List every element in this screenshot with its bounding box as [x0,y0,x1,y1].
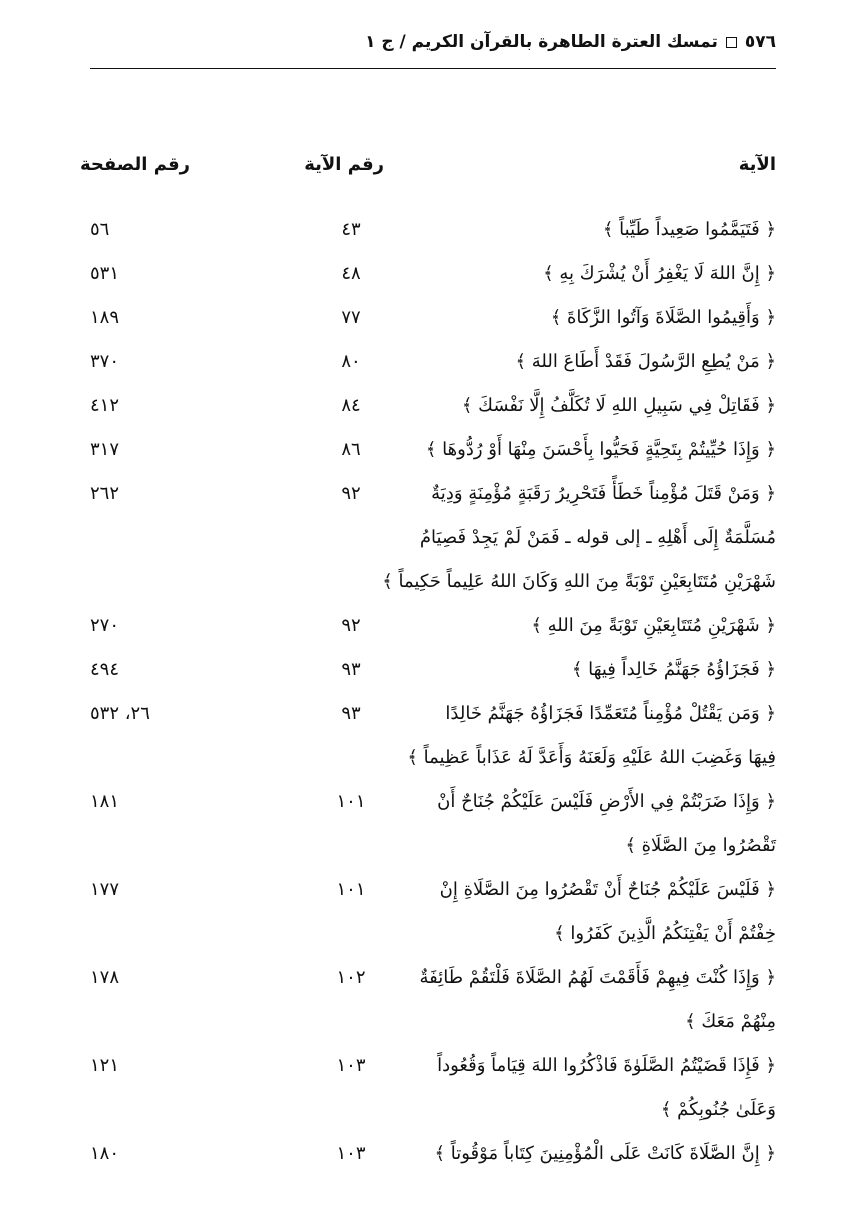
page-reference-text: ٥٣١ [90,263,120,284]
table-row [90,296,776,340]
verse-line: ﴿ وَمَنْ قَتَلَ مُؤْمِناً خَطَأً فَتَحْرِيرُ رَقَبَةٍ مُؤْمِنَةٍ وَدِيَةٌ [431,483,776,504]
verse-line: ﴿ وَأَقِيمُوا الصَّلَاةَ وَآتُوا الزَّكَاةَ ﴾ [550,307,776,328]
page-reference-text: ٢٦٢ [90,483,120,504]
page-reference [90,956,210,1000]
verse-number: ٩٣ [341,659,361,680]
table-row [90,780,776,868]
verse-line: شَهْرَيْنِ مُتَتَابِعَيْنِ تَوْبَةً مِنَ اللهِ وَكَانَ اللهُ عَلِيماً حَكِيماً ﴾ [382,571,776,592]
verse-line: وَعَلَىٰ جُنُوبِكُمْ ﴾ [660,1099,776,1120]
header-divider [90,68,776,69]
verse-number: ١٠١ [336,791,366,812]
page-reference-text: ١٧٧ [90,879,120,900]
page-reference [90,604,210,648]
verse-number: ١٠٢ [336,967,366,988]
page-reference-text: ١٧٨ [90,967,120,988]
page-reference [90,340,210,384]
verse-number: ٤٣ [341,219,361,240]
page-reference-text: ٣٧٠ [90,351,120,372]
verse-line: ﴿ وَإِذَا حُيِّيتُمْ بِتَحِيَّةٍ فَحَيُّوا بِأَحْسَنَ مِنْهَا أَوْ رُدُّوهَا ﴾ [425,439,776,460]
page-reference [90,472,210,516]
verse-number: ٨٠ [341,351,361,372]
column-header-verse: الآية [738,154,776,175]
page-reference [90,868,210,912]
verse-number: ٤٨ [341,263,361,284]
verse-line: تَقْصُرُوا مِنَ الصَّلَاةِ ﴾ [625,835,776,856]
verse-line: خِفْتُمْ أَنْ يَفْتِنَكُمُ الَّذِينَ كَفَرُوا ﴾ [554,923,776,944]
page-reference-text: ١٨٠ [90,1143,120,1164]
page-reference [90,252,210,296]
verse-number: ٩٣ [341,703,361,724]
verse-number: ٩٢ [341,615,361,636]
table-row [90,340,776,384]
header-page-number: ٥٧٦ [744,32,776,52]
verse-number: ٨٦ [341,439,361,460]
table-row [90,956,776,1044]
table-row [90,428,776,472]
page-reference-text: ٢٦، ٥٣٢ [90,703,150,724]
verse-line: ﴿ فَتَيَمَّمُوا صَعِيداً طَيِّباً ﴾ [602,219,776,240]
table-row [90,1132,776,1176]
verse-line: ﴿ مَنْ يُطِعِ الرَّسُولَ فَقَدْ أَطَاعَ اللهَ ﴾ [515,351,776,372]
page-reference-text: ١٨١ [90,791,120,812]
verse-line: ﴿ فَجَزَاؤُهُ جَهَنَّمُ خَالِداً فِيهَا ﴾ [571,659,776,680]
page-reference [90,1044,210,1088]
page-reference-text: ٤١٢ [90,395,120,416]
page-reference [90,648,210,692]
verse-number: ٨٤ [341,395,361,416]
page-reference [90,1132,210,1176]
table-row [90,252,776,296]
verse-line: ﴿ إِنَّ الصَّلَاةَ كَانَتْ عَلَى الْمُؤْمِنِينَ كِتَاباً مَوْقُوتاً ﴾ [434,1143,776,1164]
page-reference [90,428,210,472]
verse-line: ﴿ وَإِذَا ضَرَبْتُمْ فِي الأَرْضِ فَلَيْسَ عَلَيْكُمْ جُنَاحٌ أَنْ [437,791,776,812]
verse-line: ﴿ فَقَاتِلْ فِي سَبِيلِ اللهِ لَا تُكَلَّفُ إِلَّا نَفْسَكَ ﴾ [461,395,776,416]
column-header-verse-number: رقم الآية [304,154,384,175]
table-row [90,472,776,604]
verse-line: فِيهَا وَغَضِبَ اللهُ عَلَيْهِ وَلَعَنَهُ وَأَعَدَّ لَهُ عَذَاباً عَظِيماً ﴾ [407,747,776,768]
page-reference-text: ٥٦ [90,219,110,240]
table-row [90,208,776,252]
page-reference [90,208,210,252]
page-reference-text: ٣١٧ [90,439,120,460]
verse-number: ١٠٣ [336,1143,366,1164]
verse-number: ١٠٣ [336,1055,366,1076]
table-row [90,648,776,692]
table-row [90,384,776,428]
table-row [90,868,776,956]
verse-line: ﴿ إِنَّ اللهَ لَا يَغْفِرُ أَنْ يُشْرَكَ بِهِ ﴾ [543,263,776,284]
verse-line: ﴿ فَلَيْسَ عَلَيْكُمْ جُنَاحٌ أَنْ تَقْصُرُوا مِنَ الصَّلَاةِ إِنْ [439,879,776,900]
verse-number: ١٠١ [336,879,366,900]
page-reference-text: ٢٧٠ [90,615,120,636]
verse-number: ٧٧ [341,307,361,328]
verse-line: ﴿ فَإِذَا قَضَيْتُمُ الصَّلَوٰةَ فَاذْكُرُوا اللهَ قِيَاماً وَقُعُوداً [437,1055,776,1076]
square-separator-icon [726,37,737,48]
page-reference [90,692,210,736]
page-reference-text: ٤٩٤ [90,659,120,680]
running-header [90,34,776,51]
table-row [90,1044,776,1132]
verse-line: ﴿ شَهْرَيْنِ مُتَتَابِعَيْنِ تَوْبَةً مِنَ اللهِ ﴾ [531,615,776,636]
table-row [90,692,776,780]
column-header-page-number: رقم الصفحة [79,154,190,175]
header-title: تمسك العترة الطاهرة بالقرآن الكريم / ج ١ [365,32,718,52]
table-row [90,604,776,648]
page-reference [90,780,210,824]
verse-line: مُسَلَّمَةٌ إِلَى أَهْلِهِ ـ إلى قوله ـ فَمَنْ لَمْ يَجِدْ فَصِيَامُ [419,527,776,548]
page-reference [90,296,210,340]
page-reference [90,384,210,428]
verse-line: ﴿ وَمَن يَقْتُلْ مُؤْمِناً مُتَعَمِّدًا فَجَزَاؤُهُ جَهَنَّمُ خَالِدًا [445,703,776,724]
verse-line: مِنْهُمْ مَعَكَ ﴾ [685,1011,776,1032]
verse-line: ﴿ وَإِذَا كُنْتَ فِيهِمْ فَأَقَمْتَ لَهُمُ الصَّلَاةَ فَلْتَقُمْ طَائِفَةٌ [419,967,776,988]
page-reference-text: ١٢١ [90,1055,120,1076]
index-table [90,208,776,1176]
page-reference-text: ١٨٩ [90,307,120,328]
verse-number: ٩٢ [341,483,361,504]
